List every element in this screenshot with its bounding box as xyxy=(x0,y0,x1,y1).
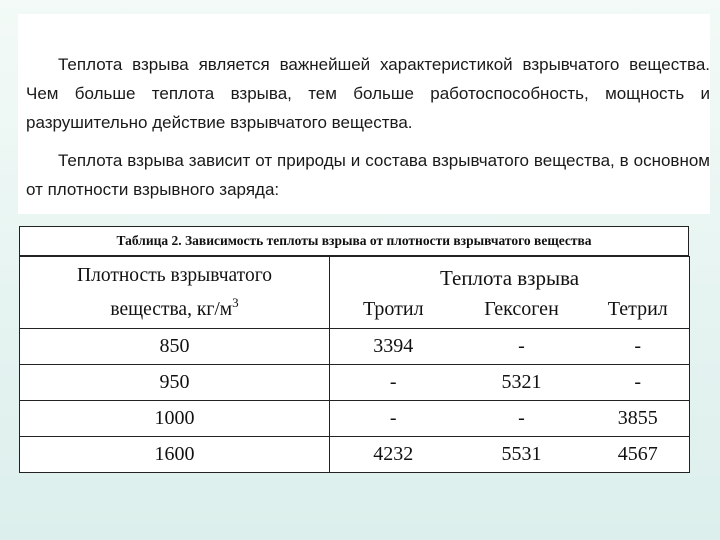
table-row xyxy=(20,365,690,401)
table-row xyxy=(20,329,690,365)
hexogen-header: Гексоген xyxy=(457,291,587,329)
heat-column-header: Теплота взрыва xyxy=(439,266,580,290)
density-cell: 950 xyxy=(20,365,330,401)
tnt-header: Тротил xyxy=(330,291,457,329)
tetryl-cell: - xyxy=(587,329,690,365)
density-cell: 850 xyxy=(20,329,330,365)
hexogen-cell: 5321 xyxy=(457,365,587,401)
table-caption: Таблица 2. Зависимость теплоты взрыва от плотности взрывчатого вещества xyxy=(19,226,689,256)
intro-paragraph: Теплота взрыва является важнейшей характеристикой взрывчатого вещества. Чем больше теплота взрыва, тем больше работоспособность, мощность и разрушительно действие взрывчатого вещества. xyxy=(26,55,710,132)
heat-of-explosion-table xyxy=(19,256,690,473)
table-row xyxy=(20,437,690,473)
density-cell: 1000 xyxy=(20,401,330,437)
hexogen-cell: 5531 xyxy=(501,443,542,465)
tnt-cell: - xyxy=(330,365,457,401)
dependency-paragraph: Теплота взрыва зависит от природы и состава взрывчатого вещества, в основном от плотности взрывного заряда: xyxy=(26,151,710,199)
text-panel xyxy=(18,14,710,214)
density-header-line2: вещества, кг/м xyxy=(110,299,233,320)
tetryl-cell: - xyxy=(587,365,690,401)
density-cell: 1600 xyxy=(20,437,330,473)
tetryl-header: Тетрил xyxy=(587,291,690,329)
tetryl-cell: 3855 xyxy=(587,401,690,437)
tetryl-cell: 4567 xyxy=(617,443,658,465)
density-header-exponent: 3 xyxy=(232,295,239,310)
hexogen-cell: - xyxy=(457,329,587,365)
density-column-header xyxy=(20,257,330,329)
density-header-line1: Плотность взрывчатого xyxy=(77,265,272,286)
tnt-cell: 3394 xyxy=(330,329,457,365)
tnt-cell: - xyxy=(330,401,457,437)
table-row xyxy=(20,401,690,437)
hexogen-cell: - xyxy=(457,401,587,437)
tnt-cell: 4232 xyxy=(373,443,414,465)
